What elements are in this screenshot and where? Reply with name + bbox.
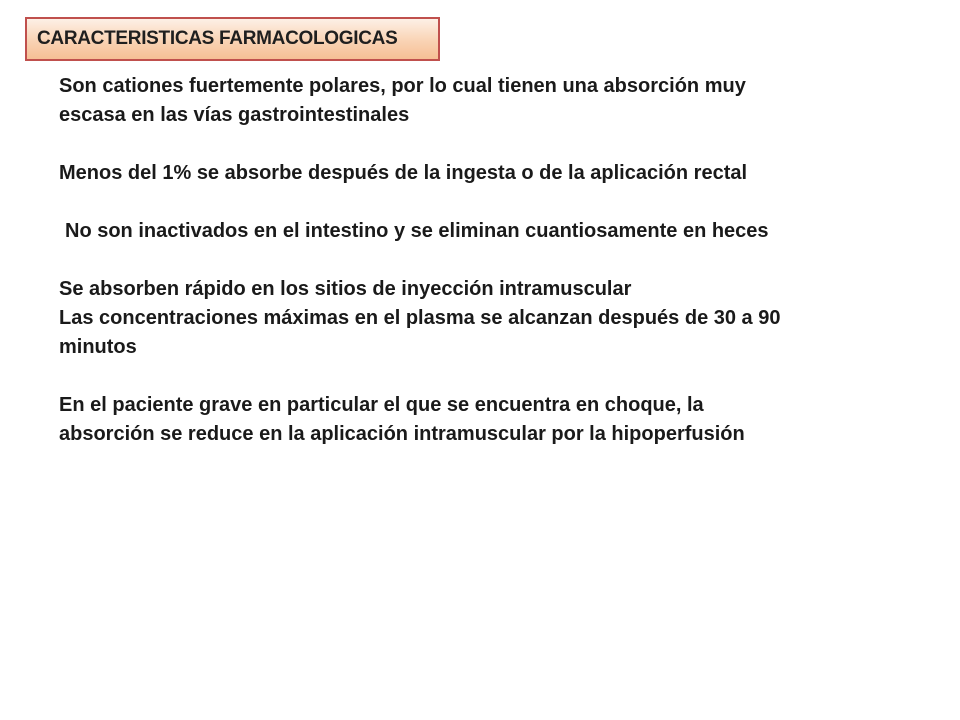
paragraph-line: minutos: [59, 336, 137, 358]
paragraph-elimination: [59, 217, 939, 246]
paragraph-line: Se absorben rápido en los sitios de inyección intramuscular: [59, 278, 632, 300]
paragraph-line: escasa en las vías gastrointestinales: [59, 104, 410, 126]
paragraph-line: absorción se reduce en la aplicación intramuscular por la hipoperfusión: [59, 423, 745, 445]
paragraph-plasma-concentration: [59, 304, 939, 362]
paragraph-line: En el paciente grave en particular el que se encuentra en choque, la: [59, 394, 704, 416]
paragraph-line: No son inactivados en el intestino y se eliminan cuantiosamente en heces: [65, 220, 769, 242]
title-box: [25, 17, 440, 61]
paragraph-critical-patient: [59, 391, 939, 449]
paragraph-line: Las concentraciones máximas en el plasma se alcanzan después de 30 a 90: [59, 307, 781, 329]
paragraph-line: Menos del 1% se absorbe después de la ingesta o de la aplicación rectal: [59, 162, 748, 184]
slide-body: [59, 72, 939, 449]
paragraph-intramuscular: [59, 275, 939, 304]
slide-title: CARACTERISTICAS FARMACOLOGICAS: [37, 28, 398, 49]
paragraph-absorption-percent: [59, 159, 939, 188]
paragraph-line: Son cationes fuertemente polares, por lo cual tienen una absorción muy: [59, 75, 746, 97]
paragraph-absorption-polar: [59, 72, 939, 130]
